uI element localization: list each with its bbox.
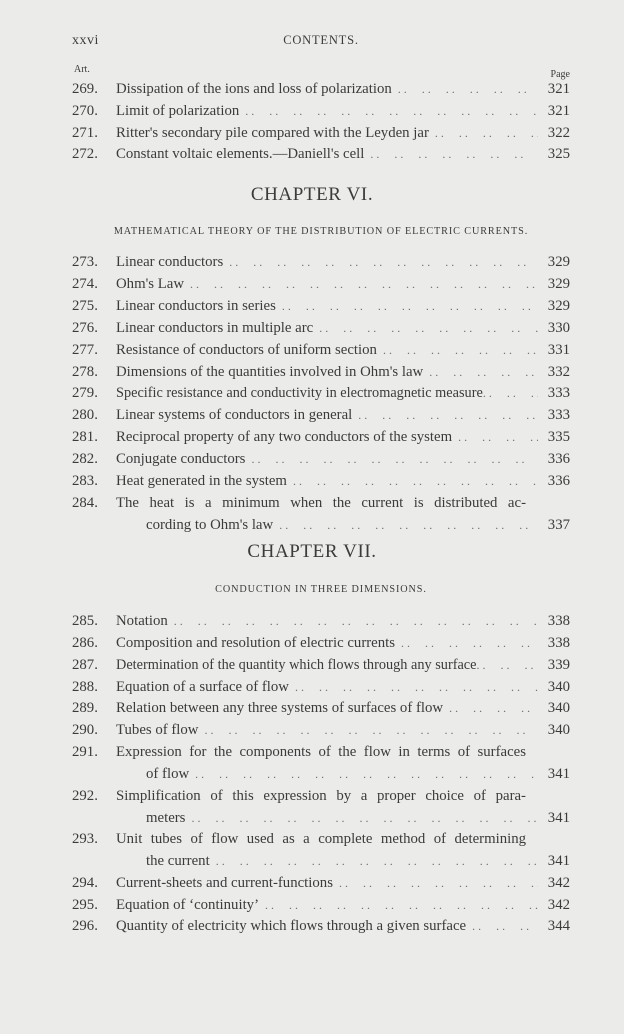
article-number: 272.: [72, 146, 98, 162]
article-number: 293.: [72, 831, 98, 847]
dot-leaders: [210, 850, 538, 872]
entry-title: Specific resistance and conductivity in electromagnetic measure: [116, 385, 483, 401]
article-number: 269.: [72, 81, 98, 97]
dot-leaders: [477, 654, 538, 676]
article-number: 273.: [72, 254, 98, 270]
chapter-heading: CHAPTER VI.: [250, 184, 374, 205]
dot-leaders: [259, 894, 538, 916]
page-number: 329: [547, 254, 570, 270]
dot-leaders: [466, 915, 538, 937]
article-number: 288.: [72, 679, 98, 695]
page-number: 336: [547, 473, 570, 489]
article-number: 281.: [72, 429, 98, 445]
article-number: 287.: [72, 657, 98, 673]
dot-leaders: [239, 100, 538, 122]
dot-leaders: [189, 763, 538, 785]
article-number: 280.: [72, 407, 98, 423]
dot-leaders: [429, 122, 538, 144]
entry-title: Linear conductors in multiple arc: [116, 320, 314, 336]
article-number: 292.: [72, 788, 98, 804]
page-number: 325: [547, 146, 570, 162]
article-number: 294.: [72, 875, 98, 891]
entry-title: Composition and resolution of electric currents: [116, 635, 396, 651]
article-number: 296.: [72, 918, 98, 934]
page-number: 340: [547, 700, 570, 716]
page-number: 338: [547, 613, 570, 629]
dot-leaders: [333, 872, 538, 894]
dot-leaders: [423, 361, 538, 383]
entry-title: Ritter's secondary pile compared with the Leyden jar: [116, 125, 429, 141]
page-number: 338: [547, 635, 570, 651]
article-number: 276.: [72, 320, 98, 336]
dot-leaders: [443, 697, 538, 719]
chapter-heading: CHAPTER VII.: [247, 541, 377, 562]
dot-leaders: [287, 470, 538, 492]
article-number: 285.: [72, 613, 98, 629]
entry-title: Resistance of conductors of uniform section: [116, 342, 377, 358]
article-number: 279.: [72, 385, 98, 401]
dot-leaders: [364, 143, 538, 165]
page-number: 331: [547, 342, 570, 358]
page-number: 335: [547, 429, 570, 445]
article-number: 270.: [72, 103, 98, 119]
entry-title: Dimensions of the quantities involved in Ohm's law: [116, 364, 424, 380]
article-number: 284.: [72, 495, 98, 511]
page-column-heading: Page: [550, 69, 570, 80]
article-number: 289.: [72, 700, 98, 716]
page-number: 342: [547, 897, 570, 913]
running-title: CONTENTS.: [283, 33, 359, 47]
dot-leaders: [273, 514, 538, 536]
entry-title: Determination of the quantity which flows through any surface: [116, 657, 477, 673]
article-number: 274.: [72, 276, 98, 292]
article-number: 290.: [72, 722, 98, 738]
page-number: 330: [547, 320, 570, 336]
dot-leaders: [199, 719, 539, 741]
dot-leaders: [185, 807, 538, 829]
article-number: 275.: [72, 298, 98, 314]
article-number: 277.: [72, 342, 98, 358]
dot-leaders: [452, 426, 538, 448]
entry-title: Simplification of this expression by a proper choice of para-: [116, 788, 526, 804]
entry-title: The heat is a minimum when the current is distributed ac-: [116, 495, 526, 511]
entry-title-continuation: meters: [146, 810, 186, 826]
article-column-heading: Art.: [74, 64, 90, 75]
page-number: 329: [547, 298, 570, 314]
page-number: 321: [547, 81, 570, 97]
dot-leaders: [184, 273, 538, 295]
dot-leaders: [168, 610, 538, 632]
dot-leaders: [395, 632, 538, 654]
entry-title: Current-sheets and current-functions: [116, 875, 333, 891]
dot-leaders: [483, 382, 538, 404]
dot-leaders: [289, 676, 538, 698]
entry-title: Constant voltaic elements.—Daniell's cell: [116, 146, 365, 162]
dot-leaders: [392, 78, 538, 100]
article-number: 283.: [72, 473, 98, 489]
article-number: 282.: [72, 451, 98, 467]
page-number: 333: [547, 385, 570, 401]
page-number: 342: [547, 875, 570, 891]
page-number: 337: [547, 517, 570, 533]
page-number: 344: [547, 918, 570, 934]
dot-leaders: [313, 317, 538, 339]
page-number: 340: [547, 679, 570, 695]
entry-title: Unit tubes of flow used as a complete method of determining: [116, 831, 526, 847]
article-number: 278.: [72, 364, 98, 380]
entry-title: Reciprocal property of any two conductors of the system: [116, 429, 453, 445]
entry-title: Limit of polarization: [116, 103, 240, 119]
dot-leaders: [352, 404, 538, 426]
entry-title: Dissipation of the ions and loss of polarization: [116, 81, 392, 97]
page-number: 341: [547, 766, 570, 782]
article-number: 286.: [72, 635, 98, 651]
chapter-subtitle: MATHEMATICAL THEORY OF THE DISTRIBUTION OF ELECTRIC CURRENTS.: [113, 226, 529, 237]
entry-title: Heat generated in the system: [116, 473, 287, 489]
entry-title: Linear systems of conductors in general: [116, 407, 353, 423]
dot-leaders: [276, 295, 538, 317]
entry-title: Relation between any three systems of surfaces of flow: [116, 700, 444, 716]
entry-title: Linear conductors in series: [116, 298, 276, 314]
article-number: 291.: [72, 744, 98, 760]
column-headings: [72, 64, 570, 78]
chapter-subtitle: CONDUCTION IN THREE DIMENSIONS.: [215, 584, 427, 595]
dot-leaders: [377, 339, 538, 361]
article-number: 295.: [72, 897, 98, 913]
entry-title-continuation: of flow: [146, 766, 190, 782]
entry-title: Tubes of flow: [116, 722, 199, 738]
entry-title: Conjugate conductors: [116, 451, 246, 467]
page-number: 339: [547, 657, 570, 673]
page-number: 341: [547, 853, 570, 869]
page-number: 321: [547, 103, 570, 119]
dot-leaders: [223, 251, 538, 273]
entry-title: Notation: [116, 613, 168, 629]
page-number: 340: [547, 722, 570, 738]
entry-title: Quantity of electricity which flows through a given surface: [116, 918, 467, 934]
entry-title: Ohm's Law: [116, 276, 185, 292]
entry-title-continuation: cording to Ohm's law: [146, 517, 274, 533]
entry-title: Linear conductors: [116, 254, 224, 270]
page-number: 322: [547, 125, 570, 141]
page-number: 333: [547, 407, 570, 423]
page-number: 329: [547, 276, 570, 292]
page-number: 332: [547, 364, 570, 380]
page-number: 336: [547, 451, 570, 467]
running-head: [72, 33, 570, 53]
dot-leaders: [245, 448, 538, 470]
entry-title: Expression for the components of the flow in terms of surfaces: [116, 744, 526, 760]
article-number: 271.: [72, 125, 98, 141]
entry-title: Equation of ‘continuity’: [116, 897, 260, 913]
page-folio: xxvi: [72, 33, 99, 48]
page-number: 341: [547, 810, 570, 826]
entry-title-continuation: the current: [146, 853, 210, 869]
entry-title: Equation of a surface of flow: [116, 679, 289, 695]
